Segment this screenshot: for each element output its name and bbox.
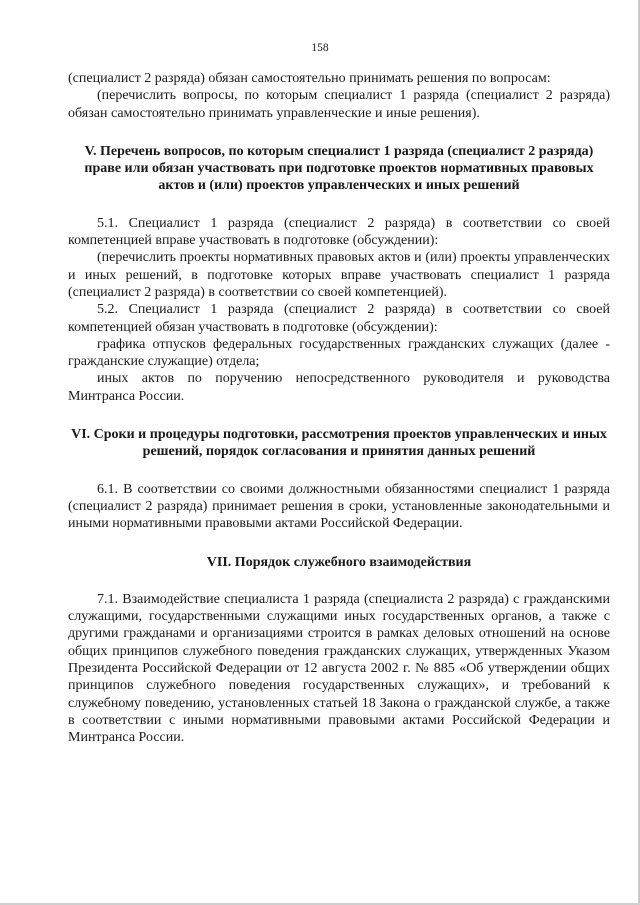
paragraph-5-1: 5.1. Специалист 1 разряда (специалист 2 разряда) в соответствии со своей компетенцией вправе участвовать в подготовке (обсуждении): <box>68 215 610 249</box>
section-heading-vi: VI. Сроки и процедуры подготовки, рассмотрения проектов управленческих и иных решений, порядок согласования и принятия данных решений <box>71 427 607 460</box>
page-number: 158 <box>311 42 329 54</box>
paragraph: (специалист 2 разряда) обязан самостоятельно принимать решения по вопросам: <box>68 71 551 86</box>
document-body <box>68 70 610 747</box>
section-heading-vii: VII. Порядок служебного взаимодействия <box>206 554 472 570</box>
paragraph-6-1: 6.1. В соответствии со своими должностными обязанностями специалист 1 разряда (специалист 2 разряда) принимает решения в сроки, установленные законодательными и иными нормативными правовыми актами Российской Федерации. <box>68 481 610 532</box>
paragraph-5-2: 5.2. Специалист 1 разряда (специалист 2 разряда) в соответствии со своей компетенцией обязан участвовать в подготовке (обсуждении): <box>68 302 610 335</box>
paragraph: (перечислить вопросы, по которым специалист 1 разряда (специалист 2 разряда) обязан самостоятельно принимать управленческие и иные решения). <box>68 88 610 121</box>
paragraph: (перечислить проекты нормативных правовых актов и (или) проекты управленческих и иных решений, в подготовке которых вправе участвовать специалист 1 разряда (специалист 2 разряда) в соответствии со своей компетенцией). <box>68 250 610 300</box>
paragraph: графика отпусков федеральных государственных гражданских служащих (далее - гражданские служащие) отдела; <box>68 336 610 370</box>
paragraph-7-1: 7.1. Взаимодействие специалиста 1 разряда (специалиста 2 разряда) с гражданскими служащими, государственными служащими иных государственных органов, а также с другими гражданами и организациями строится в рамках деловых отношений на основе общих принципов служебного поведения гражданских служащих, утвержденных Указом Президента Российской Федерации от 12 августа 2002 г. № 885 «Об утверждении общих принципов служебного поведения государственных служащих», и требований к служебному поведению, установленных статьей 18 Закона о гражданской службе, а также в соответствии с иными нормативными правовыми актами Российской Федерации и Минтранса России. <box>68 591 610 746</box>
paragraph: иных актов по поручению непосредственного руководителя и руководства Минтранса России. <box>68 371 610 404</box>
section-heading-v: V. Перечень вопросов, по которым специалист 1 разряда (специалист 2 разряда) праве или обязан участвовать при подготовке проектов нормативных правовых актов и (или) проектов управленческих и иных решений <box>84 143 594 194</box>
